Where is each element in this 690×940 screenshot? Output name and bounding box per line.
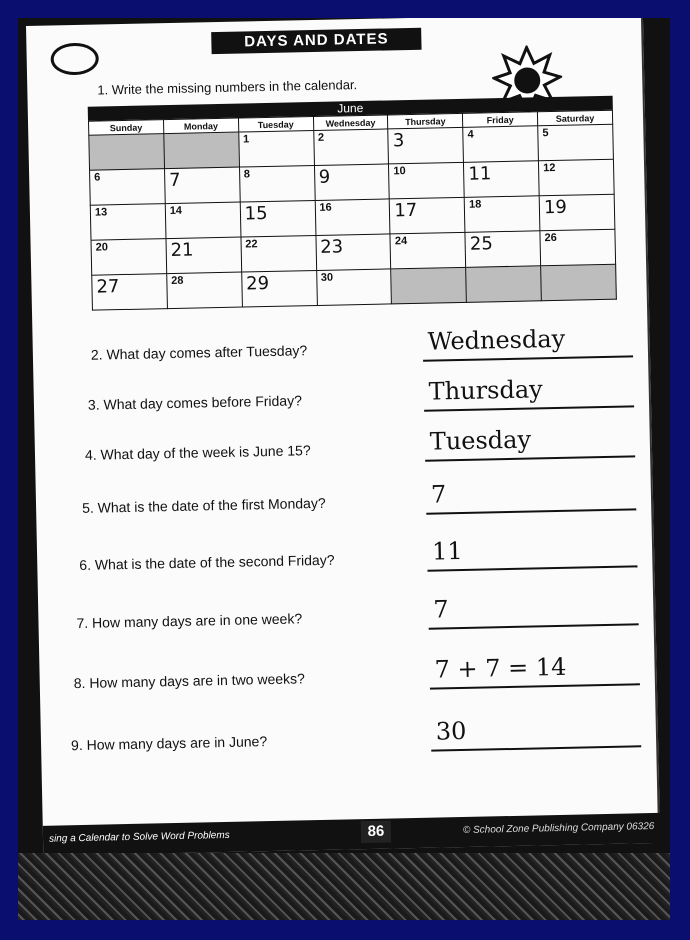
handwritten-answer: 7 bbox=[433, 595, 449, 624]
handwritten-date: 9 bbox=[318, 166, 331, 188]
printed-date: 20 bbox=[95, 241, 109, 254]
question-6: 6. What is the date of the second Friday? bbox=[79, 551, 335, 574]
day-cell bbox=[464, 196, 540, 233]
day-cell bbox=[164, 167, 240, 204]
answer-line bbox=[430, 683, 640, 689]
weekday-header: Sunday bbox=[89, 120, 164, 136]
day-cell bbox=[238, 131, 314, 168]
question-3: 3. What day comes before Friday? bbox=[87, 392, 303, 413]
day-cell bbox=[538, 124, 614, 161]
day-cell bbox=[90, 204, 166, 241]
day-cell bbox=[314, 164, 390, 201]
answer-line bbox=[423, 355, 633, 361]
handwritten-answer: Thursday bbox=[428, 375, 543, 406]
day-cell bbox=[463, 126, 539, 163]
printed-date: 10 bbox=[393, 165, 406, 178]
printed-date: 2 bbox=[317, 131, 325, 144]
day-cell bbox=[390, 197, 466, 234]
handwritten-answer: 30 bbox=[435, 716, 467, 746]
handwritten-answer: Tuesday bbox=[429, 425, 532, 456]
day-cell bbox=[389, 162, 465, 199]
handwritten-date: 25 bbox=[469, 233, 494, 255]
weekday-header: Friday bbox=[463, 112, 538, 128]
weekday-header: Wednesday bbox=[313, 115, 388, 131]
handwritten-date: 23 bbox=[320, 236, 344, 258]
handwritten-date: 19 bbox=[543, 196, 568, 219]
calendar-month: June bbox=[88, 96, 613, 121]
answer-line bbox=[425, 455, 635, 461]
printed-date: 22 bbox=[245, 238, 258, 251]
printed-date: 18 bbox=[468, 198, 482, 211]
day-cell bbox=[390, 232, 466, 269]
empty-day-cell bbox=[391, 267, 467, 304]
answer-line bbox=[424, 405, 634, 411]
day-cell bbox=[465, 231, 541, 268]
weekday-header: Monday bbox=[163, 118, 238, 134]
day-cell bbox=[167, 272, 243, 309]
day-cell bbox=[313, 129, 389, 166]
answer-line bbox=[429, 623, 639, 629]
carpet-background bbox=[18, 853, 670, 920]
day-cell bbox=[388, 127, 464, 164]
day-cell bbox=[315, 234, 391, 271]
day-cell bbox=[165, 202, 241, 239]
answer-line bbox=[431, 745, 641, 751]
weekday-header: Saturday bbox=[537, 110, 612, 126]
worksheet-page bbox=[26, 18, 660, 856]
question-5: 5. What is the date of the first Monday? bbox=[81, 494, 326, 516]
day-cell bbox=[540, 229, 616, 266]
handwritten-date: 27 bbox=[96, 276, 120, 298]
june-calendar bbox=[88, 96, 617, 311]
day-cell bbox=[92, 274, 168, 311]
handwritten-date: 15 bbox=[244, 202, 268, 225]
day-cell bbox=[166, 237, 242, 274]
day-cell bbox=[239, 165, 315, 202]
day-cell bbox=[91, 239, 167, 276]
printed-date: 8 bbox=[243, 168, 251, 181]
printed-date: 30 bbox=[320, 271, 334, 284]
printed-date: 24 bbox=[394, 235, 408, 248]
day-cell bbox=[240, 200, 316, 237]
handwritten-date: 17 bbox=[394, 199, 418, 222]
answer-line bbox=[427, 565, 637, 571]
handwritten-date: 11 bbox=[468, 163, 492, 185]
day-cell bbox=[538, 159, 614, 196]
section-banner: DAYS AND DATES bbox=[211, 28, 421, 54]
printed-date: 14 bbox=[169, 204, 183, 218]
printed-date: 6 bbox=[94, 171, 101, 184]
printed-date: 1 bbox=[242, 133, 250, 146]
question-9: 9. How many days are in June? bbox=[70, 733, 268, 754]
question-4: 4. What day of the week is June 15? bbox=[84, 442, 311, 463]
weekday-header: Tuesday bbox=[238, 117, 313, 133]
day-cell bbox=[464, 161, 540, 198]
empty-day-cell bbox=[466, 266, 542, 303]
handwritten-date: 21 bbox=[170, 239, 194, 262]
answer-line bbox=[426, 508, 636, 514]
printed-date: 16 bbox=[319, 201, 332, 214]
question-8: 8. How many days are in two weeks? bbox=[73, 670, 305, 692]
handwritten-date: 3 bbox=[392, 130, 405, 152]
printed-date: 4 bbox=[467, 128, 474, 141]
weekday-header: Thursday bbox=[388, 113, 463, 129]
printed-date: 5 bbox=[542, 127, 549, 140]
photo-frame bbox=[18, 18, 670, 920]
day-cell bbox=[241, 270, 317, 307]
handwritten-answer: 11 bbox=[431, 536, 463, 566]
calendar-grid bbox=[88, 110, 617, 311]
printed-date: 12 bbox=[543, 161, 556, 175]
empty-day-cell bbox=[164, 132, 240, 169]
question-1: 1. Write the missing numbers in the calendar. bbox=[97, 77, 358, 98]
copyright-notice: © School Zone Publishing Company 06326 bbox=[462, 821, 655, 837]
handwritten-answer: Wednesday bbox=[427, 324, 566, 356]
handwritten-date: 29 bbox=[245, 272, 270, 295]
handwritten-date: 7 bbox=[168, 169, 181, 192]
day-cell bbox=[539, 194, 615, 231]
printed-date: 13 bbox=[94, 206, 108, 219]
handwritten-answer: 7 bbox=[430, 480, 447, 509]
day-cell bbox=[90, 169, 166, 206]
question-2: 2. What day comes after Tuesday? bbox=[90, 342, 308, 363]
empty-day-cell bbox=[541, 264, 617, 301]
question-7: 7. How many days are in one week? bbox=[76, 610, 303, 632]
day-cell bbox=[316, 269, 392, 306]
handwritten-answer: 7 + 7 = 14 bbox=[434, 652, 567, 684]
day-cell bbox=[241, 235, 317, 272]
empty-day-cell bbox=[89, 134, 165, 171]
day-cell bbox=[315, 199, 391, 236]
printed-date: 28 bbox=[171, 274, 184, 288]
footer-caption: sing a Calendar to Solve Word Problems bbox=[48, 829, 230, 845]
hand-drawn-circle bbox=[50, 42, 99, 75]
printed-date: 26 bbox=[544, 231, 557, 245]
page-number: 86 bbox=[361, 821, 391, 844]
